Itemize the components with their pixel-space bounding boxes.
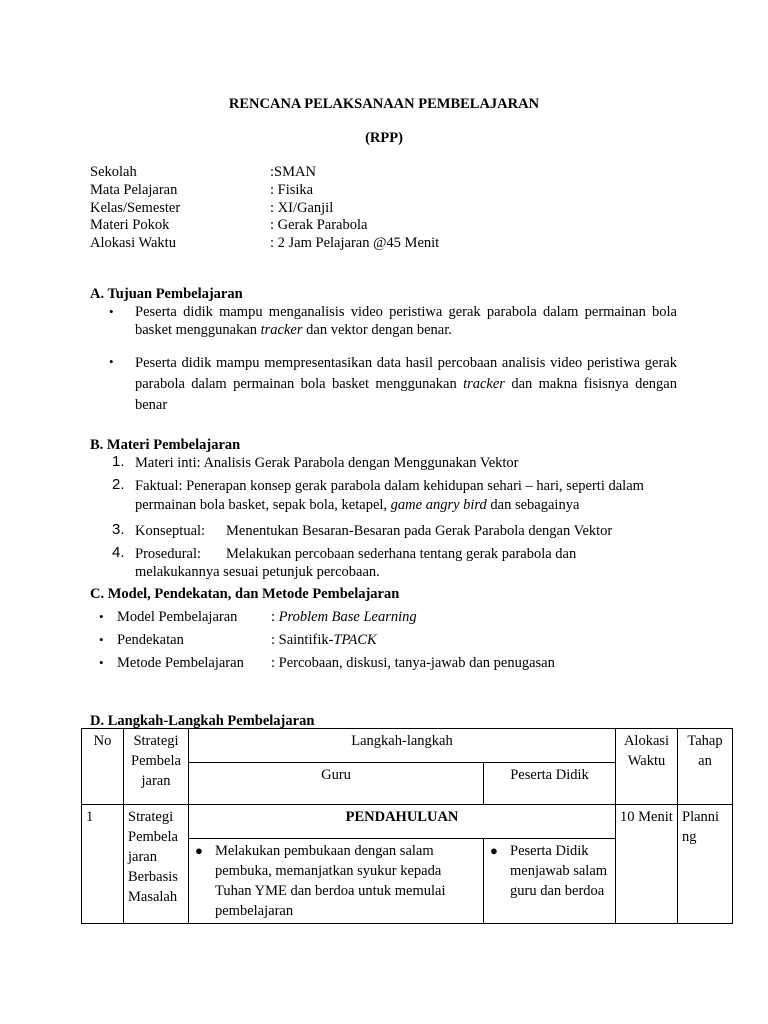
section-c-heading: C. Model, Pendekatan, dan Metode Pembelajaran bbox=[90, 586, 400, 602]
info-key: Materi Pokok bbox=[90, 217, 170, 233]
row-peserta: Peserta Didik menjawab salam guru dan berdoa bbox=[510, 843, 608, 899]
row-alokasi: 10 Menit bbox=[616, 805, 678, 924]
info-value: : XI/Ganjil bbox=[270, 200, 334, 216]
method-key: Metode Pembelajaran bbox=[117, 655, 244, 671]
materi-item-3: Konseptual: Menentukan Besaran-Besaran pada Gerak Parabola dengan Vektor bbox=[135, 523, 613, 539]
info-value: : 2 Jam Pelajaran @45 Menit bbox=[270, 235, 440, 251]
approach-value: : Saintifik-TPACK bbox=[271, 632, 377, 648]
row-tahapan: Planni ng bbox=[678, 805, 733, 924]
materi-item-2: Faktual: Penerapan konsep gerak parabola dalam kehidupan sehari – hari, seperti dalam bbox=[135, 478, 644, 494]
info-value: :SMAN bbox=[270, 164, 316, 180]
header-alokasi: Alokasi Waktu bbox=[616, 729, 678, 805]
learning-steps-table bbox=[81, 728, 733, 924]
list-number: 1. bbox=[112, 453, 125, 470]
section-b-heading: B. Materi Pembelajaran bbox=[90, 437, 241, 453]
model-key: Model Pembelajaran bbox=[117, 609, 238, 625]
header-no: No bbox=[82, 729, 124, 805]
row-phase: PENDAHULUAN bbox=[189, 805, 616, 839]
bullet-dot: • bbox=[99, 632, 104, 647]
materi-item-1: Materi inti: Analisis Gerak Parabola dengan Menggunakan Vektor bbox=[135, 455, 519, 471]
info-key: Kelas/Semester bbox=[90, 200, 181, 216]
list-number: 2. bbox=[112, 476, 125, 493]
list-number: 4. bbox=[112, 544, 125, 561]
bullet-dot: • bbox=[99, 655, 104, 670]
materi-item-4-cont: melakukannya sesuai petunjuk percobaan. bbox=[135, 564, 380, 580]
info-key: Mata Pelajaran bbox=[90, 182, 178, 198]
info-value: : Gerak Parabola bbox=[270, 217, 368, 233]
info-key: Alokasi Waktu bbox=[90, 235, 176, 251]
header-guru: Guru bbox=[189, 763, 484, 805]
info-key: Sekolah bbox=[90, 164, 137, 180]
materi-item-2-cont: permainan bola basket, sepak bola, ketapel, game angry bird dan sebagainya bbox=[135, 497, 580, 513]
row-strategi: Strategi Pembela jaran Berbasis Masalah bbox=[124, 805, 189, 924]
materi-item-4: Prosedural: Melakukan percobaan sederhana tentang gerak parabola dan bbox=[135, 546, 577, 562]
document-subtitle: (RPP) bbox=[365, 130, 403, 146]
model-value: : Problem Base Learning bbox=[271, 609, 417, 625]
bullet-dot: • bbox=[109, 304, 114, 319]
objective-1: Peserta didik mampu menganalisis video peristiwa gerak parabola dalam permainan bola basket menggunakan tracker dan vektor dengan benar. bbox=[135, 304, 677, 338]
section-d-heading: D. Langkah-Langkah Pembelajaran bbox=[90, 713, 315, 729]
list-number: 3. bbox=[112, 521, 125, 538]
row-no: 1 bbox=[82, 805, 124, 924]
bullet-dot: ● bbox=[195, 843, 203, 858]
header-langkah: Langkah-langkah bbox=[189, 729, 616, 763]
method-value: : Percobaan, diskusi, tanya-jawab dan penugasan bbox=[271, 655, 555, 671]
document-title: RENCANA PELAKSANAAN PEMBELAJARAN bbox=[228, 96, 540, 112]
info-value: : Fisika bbox=[270, 182, 314, 198]
header-strategi: Strategi Pembela jaran bbox=[124, 729, 189, 805]
row-guru-cell bbox=[189, 839, 484, 924]
row-guru: Melakukan pembukaan dengan salam pembuka, memanjatkan syukur kepada Tuhan YME dan berdoa untuk memulai pembelajaran bbox=[215, 843, 446, 919]
approach-key: Pendekatan bbox=[117, 632, 184, 648]
objective-2: Peserta didik mampu mempresentasikan data hasil percobaan analisis video peristiwa gerak parabola dalam permainan bola basket menggunakan tracker dan makna fisisnya dengan benar bbox=[135, 355, 677, 413]
bullet-dot: • bbox=[109, 354, 114, 369]
section-a-heading: A. Tujuan Pembelajaran bbox=[90, 286, 243, 302]
header-peserta: Peserta Didik bbox=[484, 763, 616, 805]
row-peserta-cell bbox=[484, 839, 616, 924]
header-tahapan: Tahap an bbox=[678, 729, 733, 805]
bullet-dot: • bbox=[99, 609, 104, 624]
bullet-dot: ● bbox=[490, 843, 498, 858]
